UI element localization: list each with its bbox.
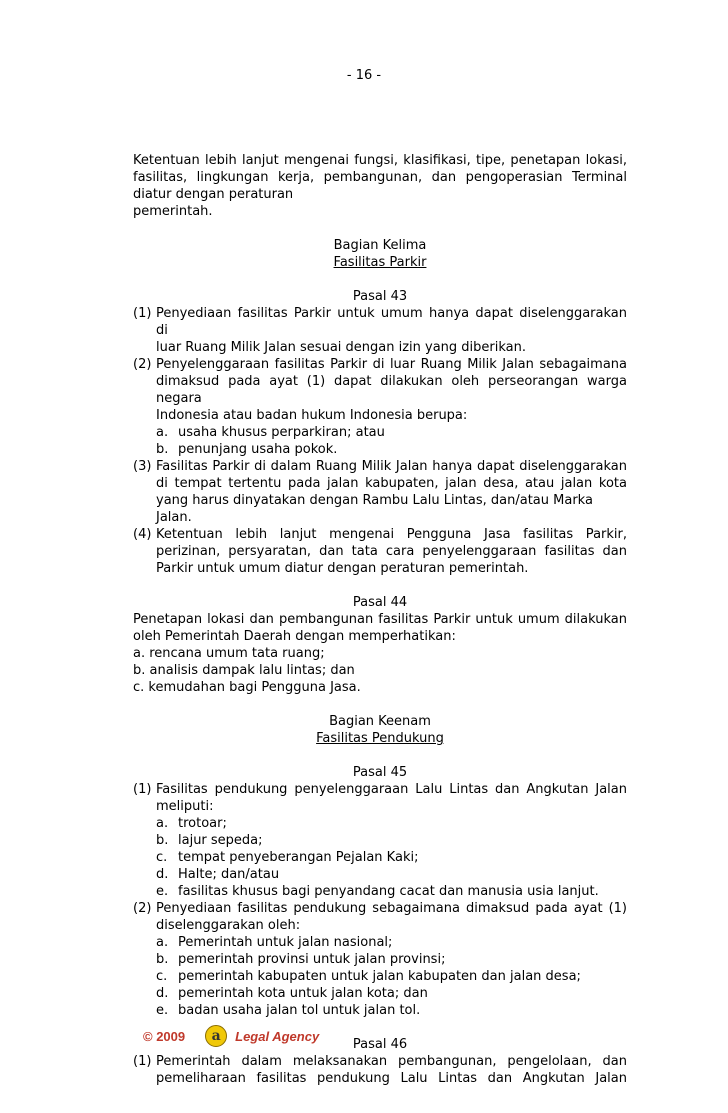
sub-item (156, 934, 627, 951)
text-line: Penyelenggaraan fasilitas Parkir di luar Ruang Milik Jalan sebagaimana (156, 357, 627, 372)
sub-text: lajur sepeda; (178, 833, 263, 848)
section-title: Bagian Keenam (329, 714, 431, 729)
sub-letter: b. (156, 442, 169, 457)
item-number: (1) (133, 782, 152, 797)
text-line: diatur dengan peraturan (133, 187, 294, 202)
sub-item (156, 883, 627, 900)
article-item (133, 526, 627, 577)
sub-letter: a. (156, 425, 169, 440)
item-number: (2) (133, 901, 152, 916)
article-item (133, 458, 627, 526)
sub-letter: b. (156, 952, 169, 967)
article-title: Pasal 45 (352, 765, 408, 780)
sub-text: pemerintah kota untuk jalan kota; dan (178, 986, 428, 1001)
text-line: meliputi: (156, 799, 214, 814)
item-number: (4) (133, 527, 152, 542)
section-subtitle: Fasilitas Pendukung (316, 731, 444, 746)
sub-text: pemerintah kabupaten untuk jalan kabupaten dan jalan desa; (178, 969, 581, 984)
item-number: (1) (133, 1054, 152, 1069)
section-subtitle: Fasilitas Parkir (333, 255, 427, 270)
agency-name: Legal Agency (235, 1028, 320, 1044)
list-item: b. analisis dampak lalu lintas; dan (133, 663, 355, 678)
text-line: Penetapan lokasi dan pembangunan fasilitas Parkir untuk umum dilakukan (133, 612, 627, 627)
sub-letter: d. (156, 986, 169, 1001)
text-line: Parkir untuk umum diatur dengan peraturan pemerintah. (156, 561, 529, 576)
text-line: diselenggarakan oleh: (156, 918, 301, 933)
text-line: Fasilitas Parkir di dalam Ruang Milik Jalan hanya dapat diselenggarakan (156, 459, 627, 474)
sub-item (156, 424, 627, 441)
sub-text: Halte; dan/atau (178, 867, 280, 882)
sub-item (156, 951, 627, 968)
sub-letter: a. (156, 935, 169, 950)
article-item (133, 900, 627, 934)
intro-paragraph (133, 152, 627, 220)
article-title: Pasal 43 (352, 289, 408, 304)
sub-letter: d. (156, 867, 169, 882)
sub-letter: b. (156, 833, 169, 848)
text-line: Penyediaan fasilitas Parkir untuk umum hanya dapat diselenggarakan di (156, 306, 627, 338)
item-number: (1) (133, 306, 152, 321)
sub-letter: a. (156, 816, 169, 831)
text-line: perizinan, persyaratan, dan tata cara penyelenggaraan fasilitas dan (156, 544, 627, 559)
sub-item (156, 441, 627, 458)
sub-text: trotoar; (178, 816, 227, 831)
sub-letter: c. (156, 850, 168, 865)
text-line: yang harus dinyatakan dengan Rambu Lalu Lintas, dan/atau Marka Jalan. (156, 493, 593, 525)
sub-text: tempat penyeberangan Pejalan Kaki; (178, 850, 419, 865)
page-number: - 16 - (346, 68, 382, 83)
sub-item (156, 815, 627, 832)
list-item: a. rencana umum tata ruang; (133, 646, 325, 661)
sub-item (156, 1002, 627, 1019)
page-footer (143, 1025, 319, 1047)
sub-text: badan usaha jalan tol untuk jalan tol. (178, 1003, 421, 1018)
text-line: luar Ruang Milik Jalan sesuai dengan izin yang diberikan. (156, 340, 527, 355)
sub-item (156, 849, 627, 866)
text-line: Pemerintah dalam melaksanakan pembangunan, pengelolaan, dan (156, 1054, 627, 1069)
sub-letter: e. (156, 884, 169, 899)
legal-agency-logo-icon: a (205, 1025, 227, 1047)
sub-letter: e. (156, 1003, 169, 1018)
article-item (133, 305, 627, 356)
sub-item (156, 866, 627, 883)
text-line: pemeliharaan fasilitas pendukung Lalu Lintas dan Angkutan Jalan (156, 1071, 627, 1086)
sub-item (156, 985, 627, 1002)
article-title: Pasal 44 (352, 595, 408, 610)
section-title: Bagian Kelima (333, 238, 427, 253)
item-number: (3) (133, 459, 152, 474)
text-line: Indonesia atau badan hukum Indonesia berupa: (156, 408, 468, 423)
text-line: di tempat tertentu pada jalan kabupaten, jalan desa, atau jalan kota (156, 476, 627, 491)
list-item: c. kemudahan bagi Pengguna Jasa. (133, 680, 361, 695)
text-line: fasilitas, lingkungan kerja, pembangunan, dan pengoperasian Terminal (133, 170, 627, 185)
sub-text: Pemerintah untuk jalan nasional; (178, 935, 393, 950)
sub-text: pemerintah provinsi untuk jalan provinsi; (178, 952, 446, 967)
text-line: pemerintah. (133, 204, 213, 219)
sub-letter: c. (156, 969, 168, 984)
text-line: oleh Pemerintah Daerah dengan memperhatikan: (133, 629, 456, 644)
copyright-text: © 2009 (143, 1028, 186, 1044)
article-item (133, 356, 627, 424)
article-item (133, 781, 627, 815)
article-title: Pasal 46 (352, 1037, 408, 1052)
sub-text: penunjang usaha pokok. (178, 442, 338, 457)
article-item (133, 1053, 627, 1087)
text-line: Ketentuan lebih lanjut mengenai Pengguna Jasa fasilitas Parkir, (156, 527, 627, 542)
sub-text: fasilitas khusus bagi penyandang cacat dan manusia usia lanjut. (178, 884, 599, 899)
item-number: (2) (133, 357, 152, 372)
sub-item (156, 968, 627, 985)
text-line: Penyediaan fasilitas pendukung sebagaimana dimaksud pada ayat (1) (156, 901, 627, 916)
sub-text: usaha khusus perparkiran; atau (178, 425, 385, 440)
text-line: Ketentuan lebih lanjut mengenai fungsi, klasifikasi, tipe, penetapan lokasi, (133, 153, 627, 168)
document-body (133, 152, 627, 1087)
text-line: Fasilitas pendukung penyelenggaraan Lalu Lintas dan Angkutan Jalan (156, 782, 627, 797)
sub-item (156, 832, 627, 849)
text-line: dimaksud pada ayat (1) dapat dilakukan oleh perseorangan warga negara (156, 374, 627, 406)
